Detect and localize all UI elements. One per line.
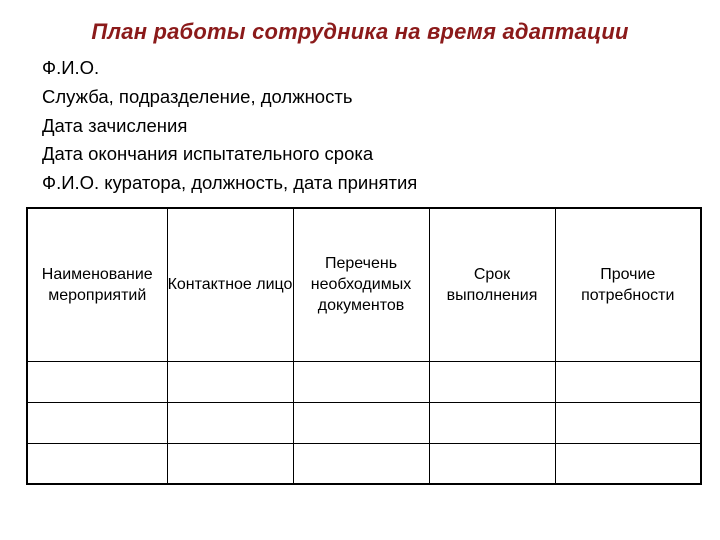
table-cell[interactable] [167,361,293,402]
header-deadline: Срок выполнения [429,208,555,361]
page-title: План работы сотрудника на время адаптации [91,19,629,44]
table-cell[interactable] [167,402,293,443]
adaptation-plan-table [26,207,702,485]
table-cell[interactable] [27,402,167,443]
table-cell[interactable] [429,443,555,484]
table-cell[interactable] [555,402,701,443]
field-enrollment-date: Дата зачисления [42,114,188,136]
field-probation-end-date: Дата окончания испытательного срока [42,143,374,165]
table-row [27,361,701,402]
table-cell[interactable] [555,361,701,402]
employee-fields [42,54,417,198]
field-full-name: Ф.И.О. [42,57,100,78]
table-cell[interactable] [293,361,429,402]
table-cell[interactable] [293,443,429,484]
field-department-position: Служба, подразделение, должность [42,85,353,107]
header-documents: Перечень необходимых документов [293,208,429,361]
table-cell[interactable] [167,443,293,484]
table-cell[interactable] [429,402,555,443]
header-contact-person: Контактное лицо [167,208,293,361]
table-cell[interactable] [429,361,555,402]
table-cell[interactable] [27,443,167,484]
table-cell[interactable] [27,361,167,402]
header-activities: Наименование мероприятий [27,208,167,361]
table-cell[interactable] [555,443,701,484]
table-cell[interactable] [293,402,429,443]
header-other-needs: Прочие потребности [555,208,701,361]
table-row [27,402,701,443]
table-row [27,443,701,484]
table-header-row [27,208,701,361]
field-curator-info: Ф.И.О. куратора, должность, дата принятия [42,172,418,194]
